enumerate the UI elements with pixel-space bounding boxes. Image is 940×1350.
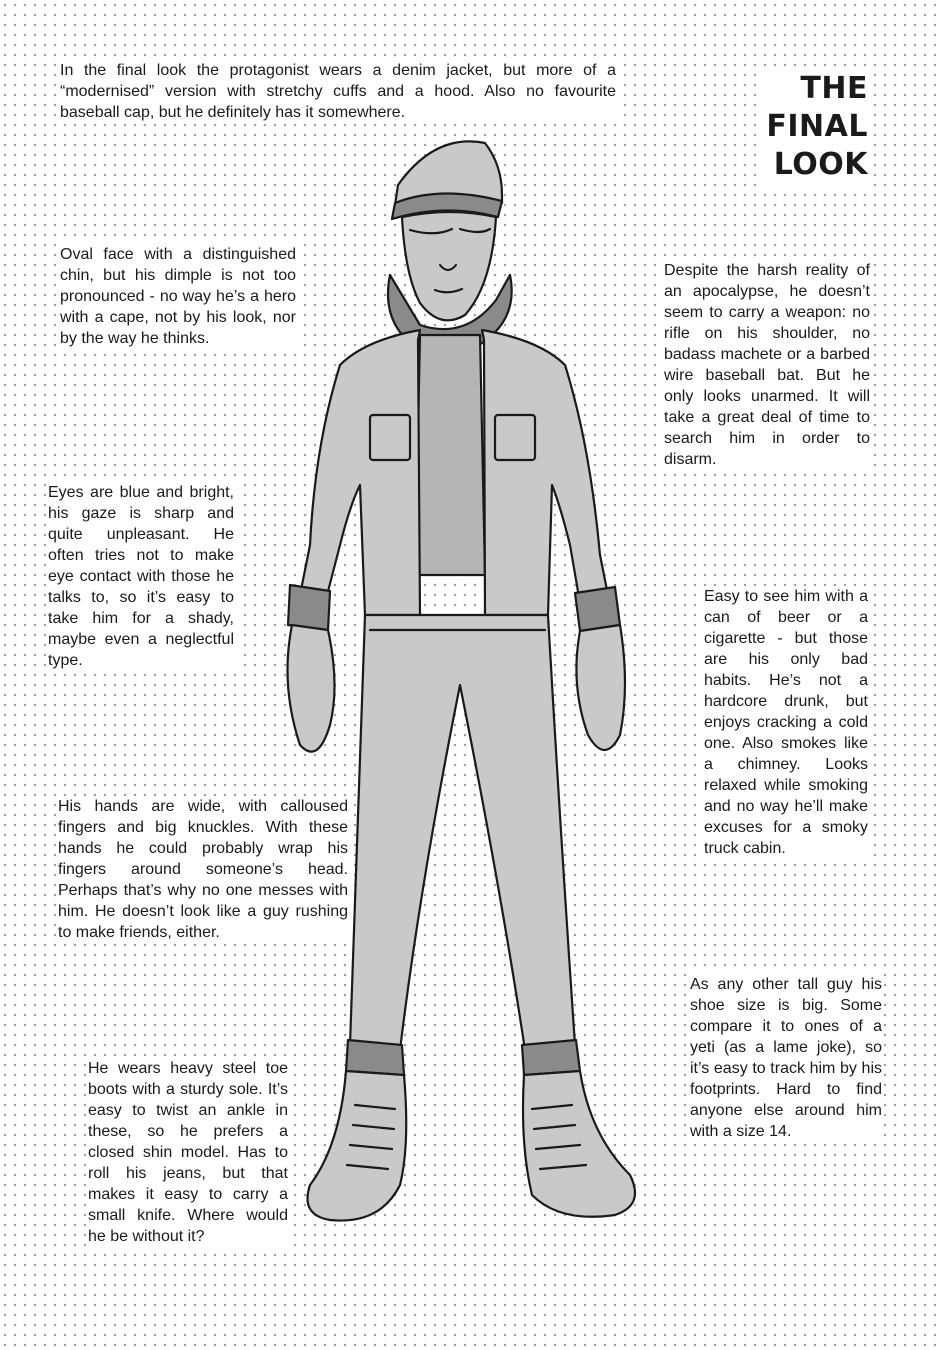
hand-right xyxy=(576,625,625,750)
face-text: Oval face with a distinguished chin, but his dimple is not too pronounced - no way he’s a hero with a cape, not by his look, nor by the way he thinks. xyxy=(60,246,296,347)
eyes-text: Eyes are blue and bright, his gaze is sharp and quite unpleasant. He often tries not to make eye contact with those he talks to, so it’s easy to take him for a shady, maybe even a neglectful type. xyxy=(48,484,234,669)
habits-text: Easy to see him with a can of beer or a cigarette - but those are his only bad habits. He’s not a hardcore drunk, but enjoys cracking a cold one. Also smokes like a chimney. Looks relaxed while smoking and no way he’ll make excuses for a smoky truck cabin. xyxy=(704,588,868,857)
page-title xyxy=(762,68,872,186)
jeans xyxy=(350,615,575,1050)
cuff-left xyxy=(288,585,330,630)
rolled-cuff-right xyxy=(522,1040,580,1075)
character-sketch xyxy=(270,125,670,1300)
intro-text: In the final look the protagonist wears a denim jacket, but more of a “modernised” version with stretchy cuffs and a hood. Also no favourite baseball cap, but he definitely has it somewhere. xyxy=(60,62,616,121)
boots-text: He wears heavy steel toe boots with a sturdy sole. It’s easy to twist an ankle in these, so he prefers a closed shin model. Has to roll his jeans, but that makes it easy to carry a small knife. Where would he be without it? xyxy=(88,1060,288,1245)
shoes-text: As any other tall guy his shoe size is big. Some compare it to ones of a yeti (as a lame joke), so it’s easy to track him by his footprints. Hard to find anyone else around him with a size 14. xyxy=(690,976,882,1140)
title-line-2: FINAL xyxy=(766,109,868,144)
shirt xyxy=(415,335,485,575)
jacket-right xyxy=(482,330,608,615)
head xyxy=(402,212,496,320)
hand-left xyxy=(288,625,335,752)
jacket-left xyxy=(300,330,420,615)
cuff-right xyxy=(575,587,620,631)
rolled-cuff-left xyxy=(346,1040,404,1075)
title-line-1: THE xyxy=(800,71,868,106)
weapon-text: Despite the harsh reality of an apocalypse, he doesn’t seem to carry a weapon: no rifle on his shoulder, no badass machete or a barbed wire baseball bat. But he only looks unarmed. It will take a great deal of time to search him in order to disarm. xyxy=(664,262,870,468)
hands-text: His hands are wide, with calloused fingers and big knuckles. With these hands he could probably wrap his fingers around someone’s head. Perhaps that’s why no one messes with him. He doesn’t look like a guy rushing to make friends, either. xyxy=(58,798,348,941)
character-illustration xyxy=(270,125,670,1300)
title-line-3: LOOK xyxy=(773,147,868,182)
boot-right xyxy=(523,1071,635,1217)
